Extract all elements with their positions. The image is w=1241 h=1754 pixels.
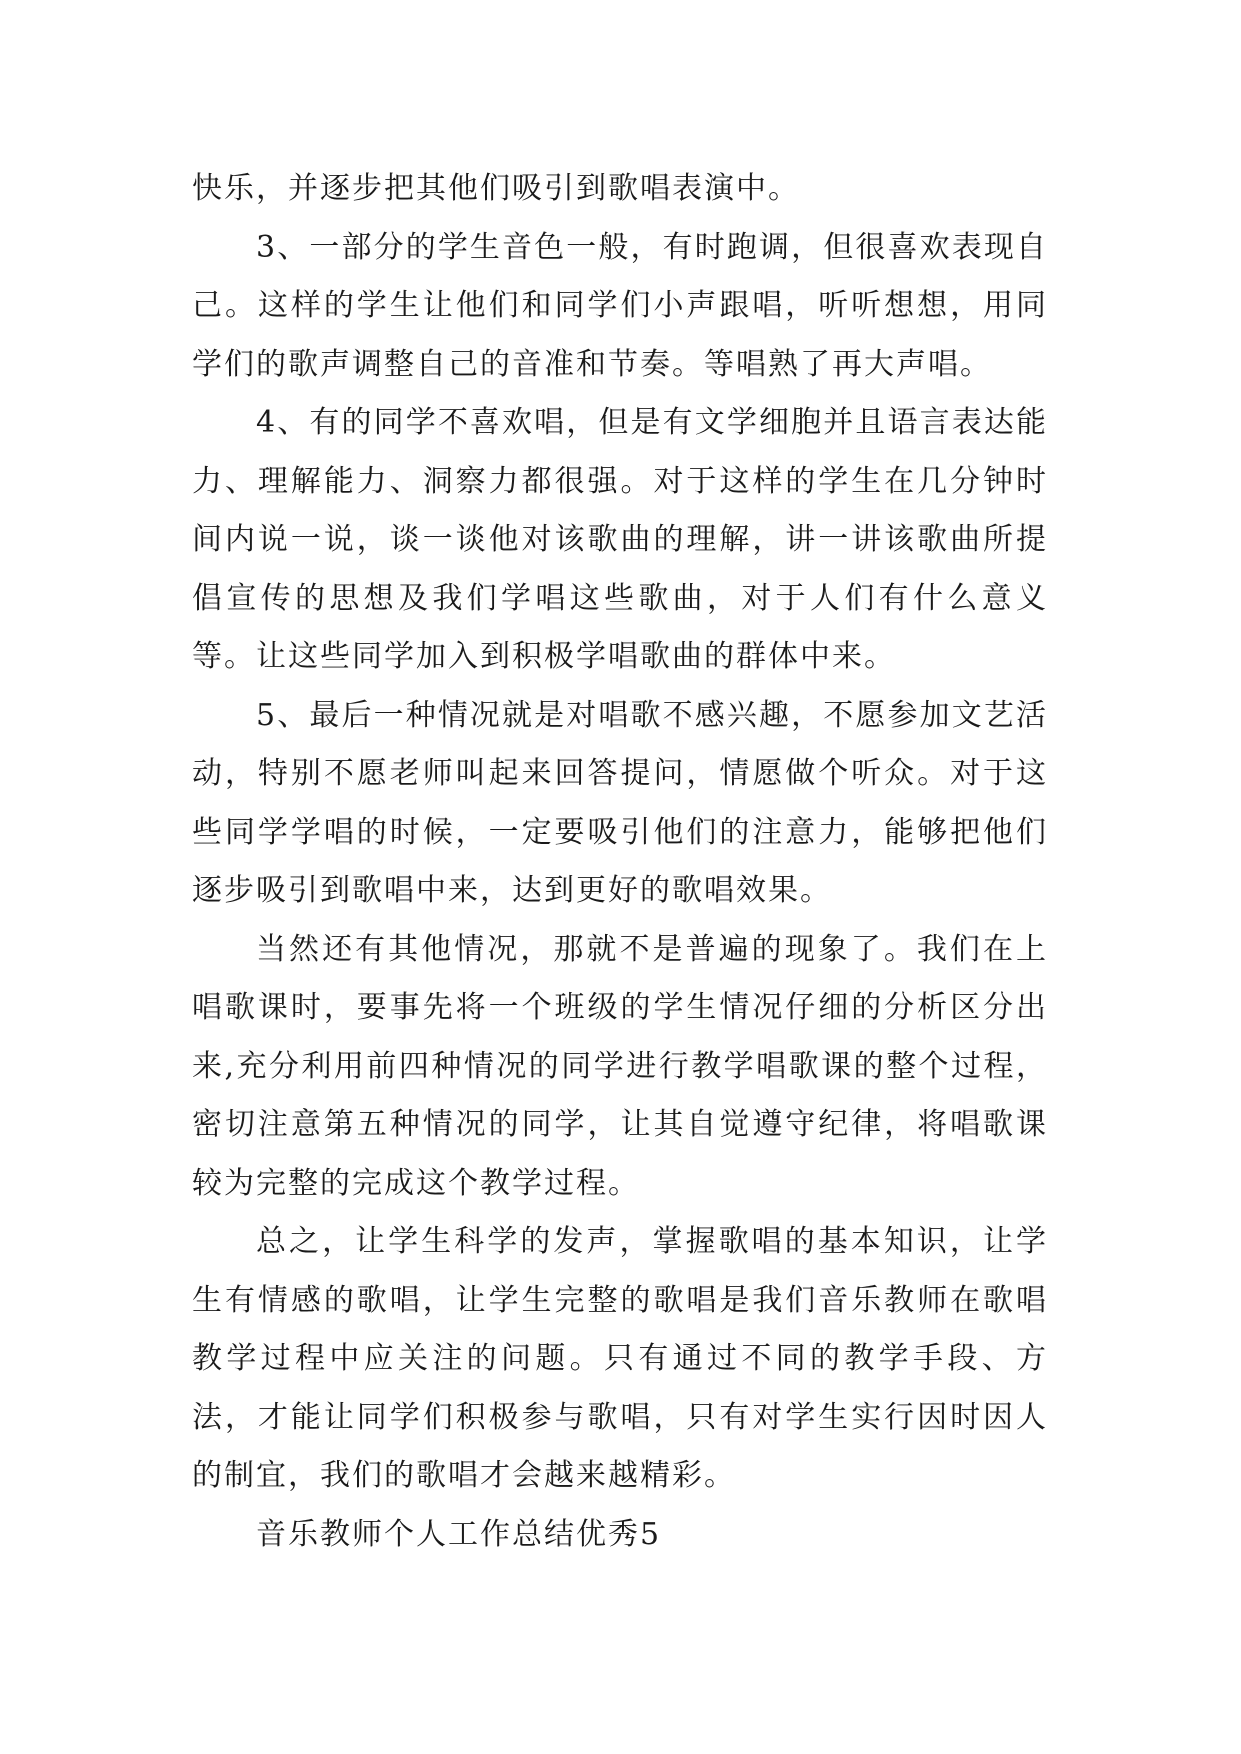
paragraph-1: 快乐，并逐步把其他们吸引到歌唱表演中。	[192, 171, 800, 206]
paragraph-4: 5、最后一种情况就是对唱歌不感兴趣，不愿参加文艺活动，特别不愿老师叫起来回答提问，情愿做个听众。对于这些同学学唱的时候，一定要吸引他们的注意力，能够把他们逐步吸引到歌唱中来，达到更好的歌唱效果。	[192, 697, 1048, 908]
paragraph-5: 当然还有其他情况，那就不是普遍的现象了。我们在上唱歌课时，要事先将一个班级的学生情况仔细的分析区分出来,充分利用前四种情况的同学进行教学唱歌课的整个过程，密切注意第五种情况的同学，让其自觉遵守纪律，将唱歌课较为完整的完成这个教学过程。	[192, 931, 1048, 1201]
paragraph-6: 总之，让学生科学的发声，掌握歌唱的基本知识，让学生有情感的歌唱，让学生完整的歌唱是我们音乐教师在歌唱教学过程中应关注的问题。只有通过不同的教学手段、方法，才能让同学们积极参与歌唱，只有对学生实行因时因人的制宜，我们的歌唱才会越来越精彩。	[192, 1224, 1048, 1493]
document-body	[192, 160, 1048, 1564]
section-heading: 音乐教师个人工作总结优秀5	[256, 1516, 662, 1552]
paragraph-3: 4、有的同学不喜欢唱，但是有文学细胞并且语言表达能力、理解能力、洞察力都很强。对于这样的学生在几分钟时间内说一说，谈一谈他对该歌曲的理解，讲一讲该歌曲所提倡宣传的思想及我们学唱这些歌曲，对于人们有什么意义等。让这些同学加入到积极学唱歌曲的群体中来。	[192, 405, 1048, 674]
paragraph-2: 3、一部分的学生音色一般，有时跑调，但很喜欢表现自己。这样的学生让他们和同学们小声跟唱，听听想想，用同学们的歌声调整自己的音准和节奏。等唱熟了再大声唱。	[192, 229, 1048, 382]
